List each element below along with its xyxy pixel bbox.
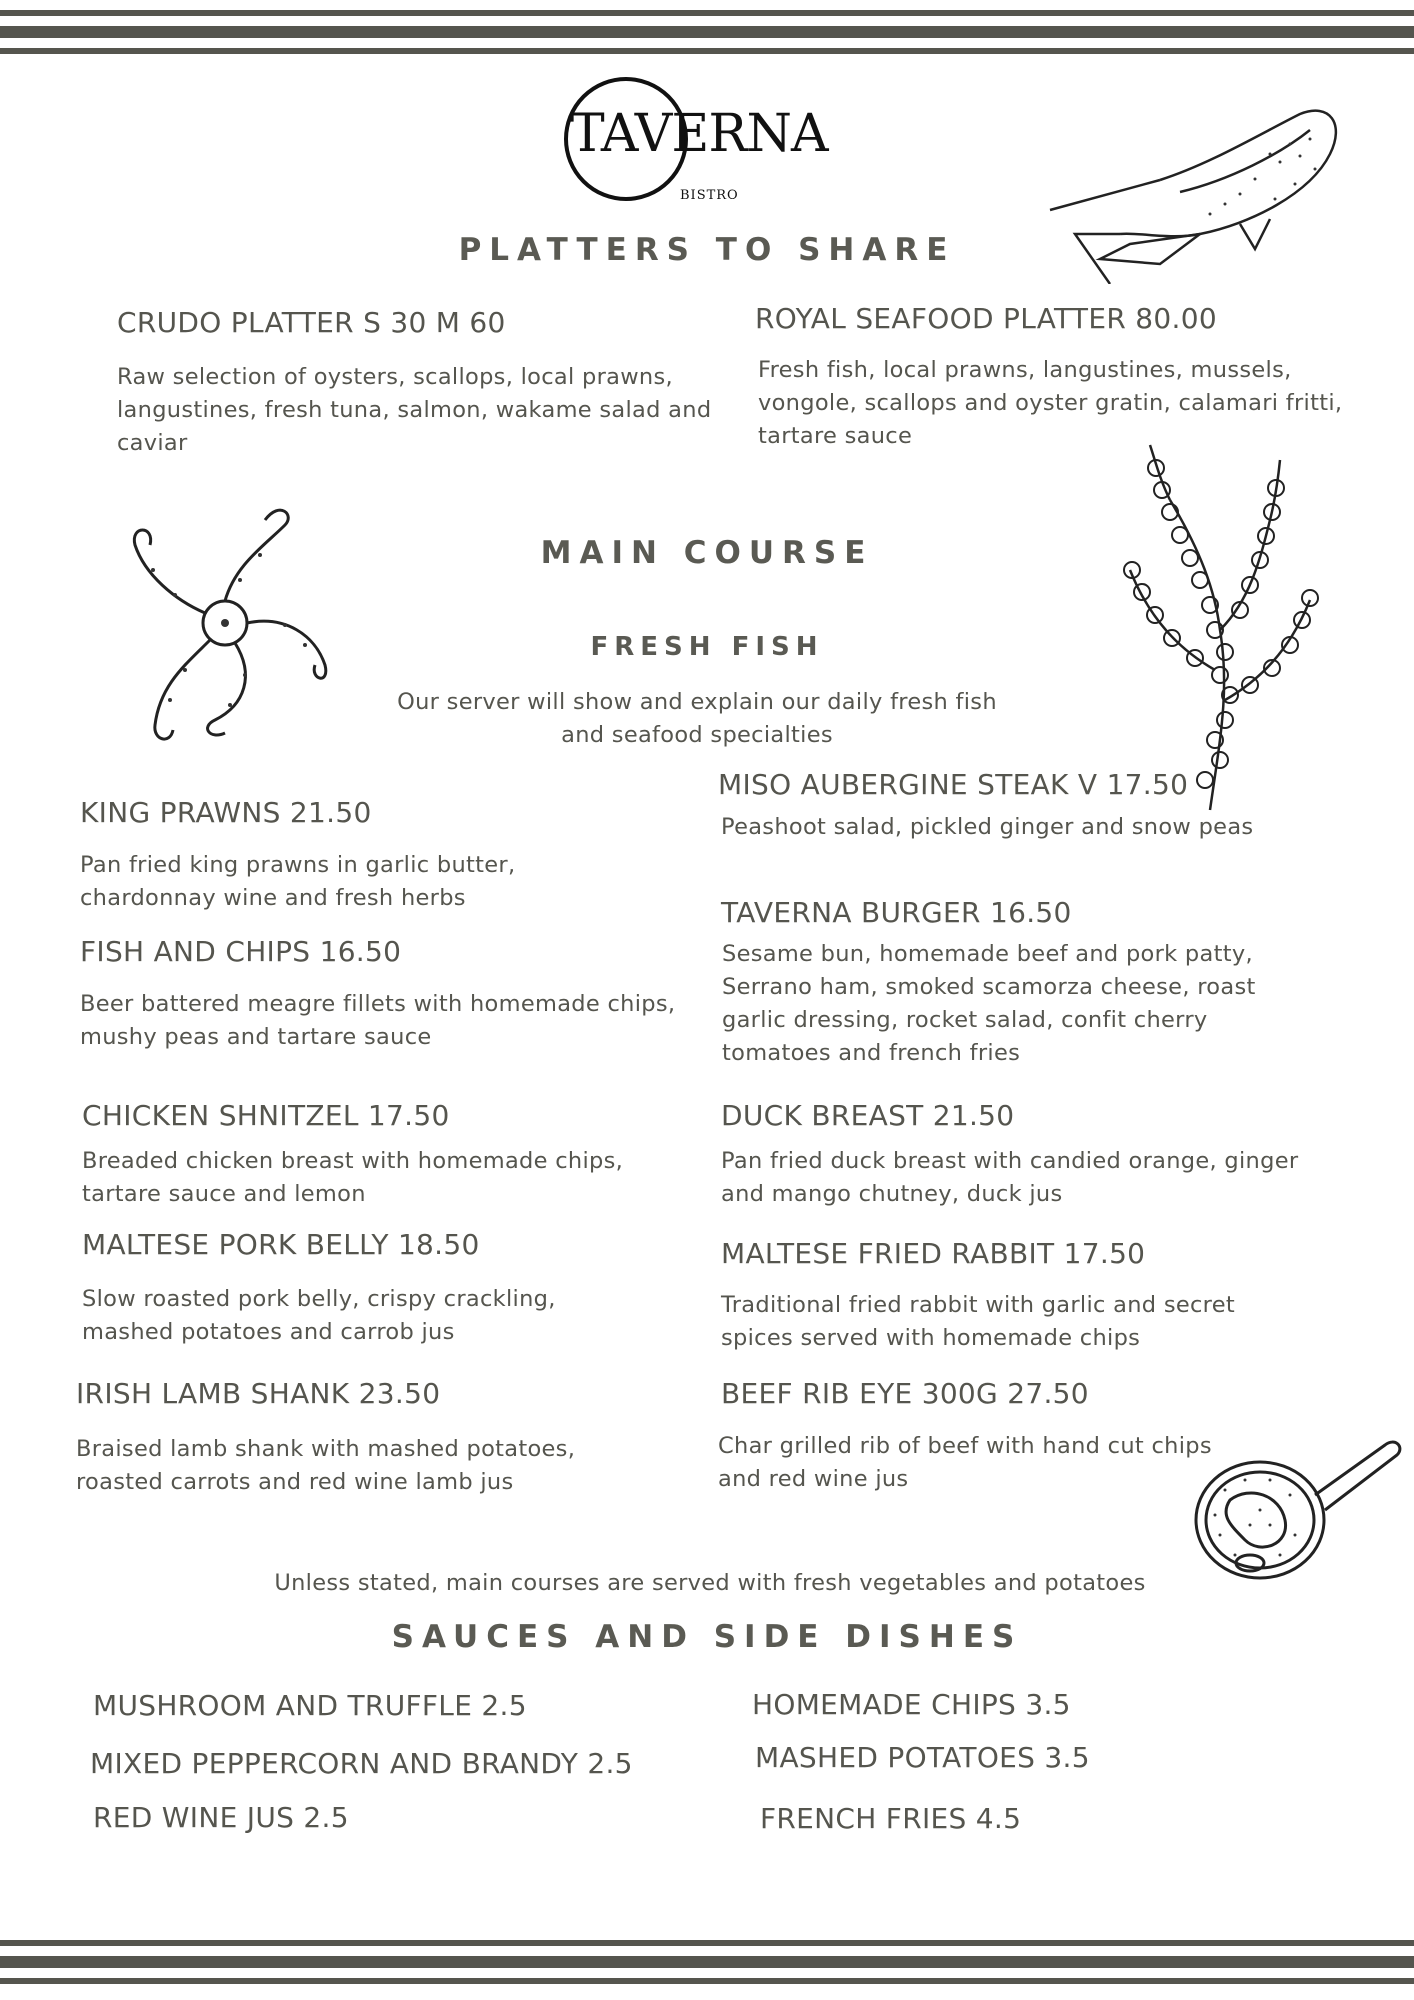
menu-item-title: CHICKEN SHNITZEL 17.50: [82, 1099, 450, 1132]
bottom-border-stripe: [0, 1956, 1414, 1968]
section-title-platters: PLATTERS TO SHARE: [458, 232, 956, 268]
side-dish-item: FRENCH FRIES 4.5: [760, 1802, 1022, 1835]
menu-item-title: CRUDO PLATTER S 30 M 60: [117, 306, 506, 339]
side-dish-item: MUSHROOM AND TRUFFLE 2.5: [93, 1689, 527, 1722]
menu-item-title: MALTESE FRIED RABBIT 17.50: [721, 1237, 1146, 1270]
menu-item-description: Beer battered meagre fillets with homemade chips, mushy peas and tartare sauce: [80, 991, 676, 1050]
section-title-main-course: MAIN COURSE: [540, 535, 874, 571]
menu-item-description: Fresh fish, local prawns, langustines, mussels, vongole, scallops and oyster gratin, calamari fritti, tartare sauce: [758, 357, 1343, 449]
fresh-fish-intro: Our server will show and explain our daily fresh fish and seafood specialties: [397, 689, 997, 748]
section-title-sauces-sides: SAUCES AND SIDE DISHES: [391, 1619, 1023, 1655]
top-border-stripe: [0, 10, 1414, 16]
menu-item-title: TAVERNA BURGER 16.50: [721, 896, 1072, 929]
side-dish-item: MIXED PEPPERCORN AND BRANDY 2.5: [90, 1747, 633, 1780]
top-border-stripe: [0, 48, 1414, 54]
side-dish-item: RED WINE JUS 2.5: [93, 1801, 349, 1834]
main-course-footnote: Unless stated, main courses are served with fresh vegetables and potatoes: [274, 1570, 1146, 1596]
menu-item-title: MALTESE PORK BELLY 18.50: [82, 1228, 480, 1261]
logo: [560, 76, 840, 206]
menu-item-description: Traditional fried rabbit with garlic and secret spices served with homemade chips: [721, 1292, 1235, 1351]
menu-item-title: IRISH LAMB SHANK 23.50: [76, 1377, 441, 1410]
bottom-border-stripe: [0, 1940, 1414, 1946]
frying-pan-illustration: [1190, 1425, 1410, 1585]
menu-item-title: DUCK BREAST 21.50: [721, 1099, 1015, 1132]
menu-item-title: BEEF RIB EYE 300G 27.50: [721, 1377, 1089, 1410]
coral-illustration: [1110, 440, 1340, 820]
menu-item-description: Char grilled rib of beef with hand cut chips and red wine jus: [718, 1433, 1212, 1492]
top-border-stripe: [0, 26, 1414, 38]
menu-item-description: Pan fried king prawns in garlic butter, chardonnay wine and fresh herbs: [80, 852, 516, 911]
logo-text: TAVERNA: [570, 104, 828, 164]
menu-item-title: KING PRAWNS 21.50: [80, 796, 372, 829]
menu-item-description: Braised lamb shank with mashed potatoes, roasted carrots and red wine lamb jus: [76, 1436, 576, 1495]
menu-item-title: MISO AUBERGINE STEAK V 17.50: [718, 768, 1189, 801]
menu-item-description: Breaded chicken breast with homemade chips, tartare sauce and lemon: [82, 1148, 624, 1207]
logo-subtext: BISTRO: [680, 188, 739, 203]
section-subtitle-fresh-fish: FRESH FISH: [590, 632, 824, 662]
side-dish-item: MASHED POTATOES 3.5: [755, 1741, 1090, 1774]
menu-item-description: Peashoot salad, pickled ginger and snow peas: [721, 814, 1254, 840]
side-dish-item: HOMEMADE CHIPS 3.5: [752, 1688, 1071, 1721]
menu-item-title: FISH AND CHIPS 16.50: [80, 935, 402, 968]
menu-item-title: ROYAL SEAFOOD PLATTER 80.00: [755, 302, 1217, 335]
bottom-border-stripe: [0, 1978, 1414, 1984]
menu-item-description: Sesame bun, homemade beef and pork patty, Serrano ham, smoked scamorza cheese, roast garlic dressing, rocket salad, confit cherry tomatoes and french fries: [722, 941, 1256, 1066]
menu-item-description: Raw selection of oysters, scallops, local prawns, langustines, fresh tuna, salmon, wakame salad and caviar: [117, 364, 712, 456]
menu-item-description: Slow roasted pork belly, crispy crackling, mashed potatoes and carrob jus: [82, 1286, 556, 1345]
menu-item-description: Pan fried duck breast with candied orange, ginger and mango chutney, duck jus: [721, 1148, 1299, 1207]
